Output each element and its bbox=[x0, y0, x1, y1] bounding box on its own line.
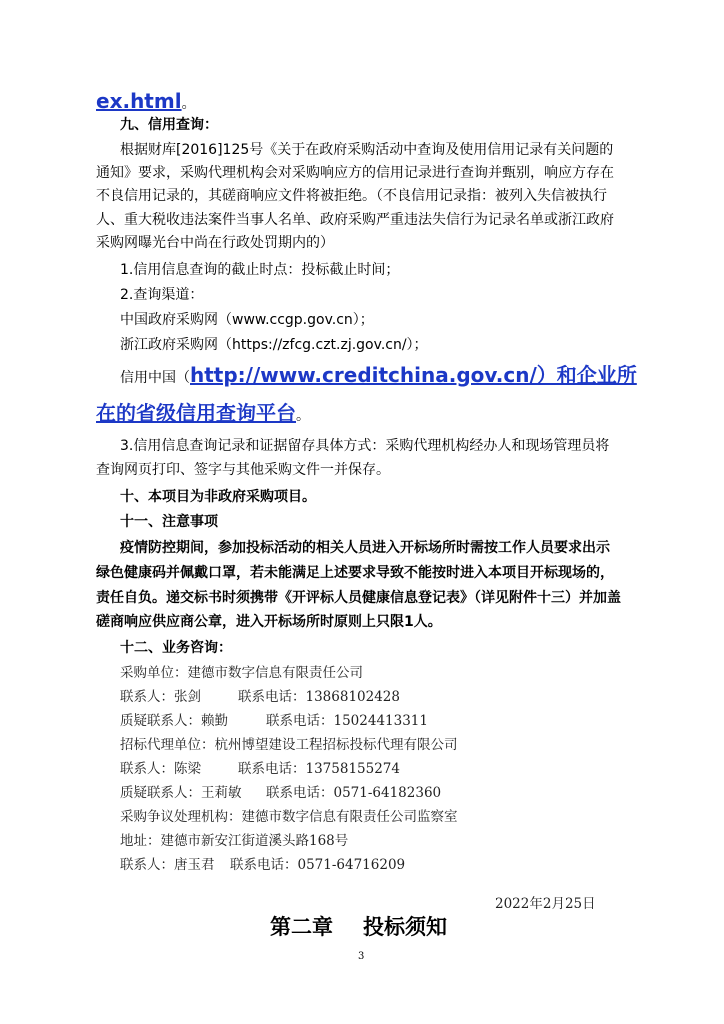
creditchina-suffix: 。 bbox=[296, 408, 310, 424]
credit-para-line-4: 人、重大税收违法案件当事人名单、政府采购严重违法失信行为记录名单或浙江政府 bbox=[96, 212, 614, 228]
page-number: 3 bbox=[358, 951, 365, 962]
contact-line-3: 质疑联系人：赖勤 联系电话：15024413311 bbox=[120, 713, 428, 729]
credit-heading: 九、信用查询： bbox=[120, 117, 218, 133]
notice-para-line-2: 绿色健康码并佩戴口罩，若未能满足上述要求导致不能按时进入本项目开标现场的， bbox=[96, 565, 614, 581]
provincial-credit-link[interactable]: 在的省级信用查询平台 bbox=[96, 401, 296, 425]
notice-para-line-3: 责任自负。递交标书时须携带《开评标人员健康信息登记表》（详见附件十三）并加盖 bbox=[96, 590, 621, 606]
credit-para-line-2: 通知》要求，采购代理机构会对采购响应方的信用记录进行查询并甄别，响应方存在 bbox=[96, 165, 614, 181]
contact-line-8: 地址：建德市新安江街道溪头路168号 bbox=[120, 833, 349, 849]
top-link-line bbox=[96, 88, 196, 114]
contact-line-2: 联系人：张剑 联系电话：13868102428 bbox=[120, 689, 400, 705]
zfcg-line: 浙江政府采购网（https://zfcg.czt.zj.gov.cn/）； bbox=[120, 337, 428, 353]
credit-item-3-line-2: 查询网页打印、签字与其他采购文件一并保存。 bbox=[96, 462, 390, 478]
top-link[interactable]: ex.html bbox=[96, 89, 182, 113]
notice-heading: 十一、注意事项 bbox=[120, 514, 218, 530]
contact-line-5: 联系人：陈梁 联系电话：13758155274 bbox=[120, 761, 400, 777]
credit-para-line-5: 采购网曝光台中尚在行政处罚期内的） bbox=[96, 235, 334, 251]
top-link-suffix: 。 bbox=[181, 96, 196, 112]
notice-para-line-1: 疫情防控期间，参加投标活动的相关人员进入开标场所时需按工作人员要求出示 bbox=[120, 540, 610, 556]
contact-line-9: 联系人：唐玉君 联系电话：0571-64716209 bbox=[120, 857, 406, 873]
contact-line-4: 招标代理单位：杭州博望建设工程招标投标代理有限公司 bbox=[120, 737, 458, 753]
chapter-title bbox=[270, 912, 447, 942]
credit-item-1: 1.信用信息查询的截止时点：投标截止时间； bbox=[120, 262, 400, 278]
contact-line-7: 采购争议处理机构：建德市数字信息有限责任公司监察室 bbox=[120, 809, 458, 825]
consult-heading: 十二、业务咨询： bbox=[120, 640, 232, 656]
creditchina-prefix: 信用中国（ bbox=[120, 370, 190, 386]
notice-para-line-4: 磋商响应供应商公章，进入开标场所时原则上只限1人。 bbox=[96, 614, 442, 630]
document-date: 2022年2月25日 bbox=[495, 896, 596, 912]
credit-para-line-3: 不良信用记录的，其磋商响应文件将被拒绝。（不良信用记录指：被列入失信被执行 bbox=[96, 188, 607, 204]
creditchina-line bbox=[120, 362, 637, 388]
section-10: 十、本项目为非政府采购项目。 bbox=[120, 489, 316, 505]
credit-item-2: 2.查询渠道： bbox=[120, 287, 204, 303]
creditchina-line-2 bbox=[96, 400, 310, 426]
credit-para-line-1: 根据财库[2016]125号《关于在政府采购活动中查询及使用信用记录有关问题的 bbox=[120, 142, 614, 158]
chapter-number: 第二章 bbox=[270, 915, 333, 939]
chapter-name: 投标须知 bbox=[363, 915, 447, 939]
contact-line-6: 质疑联系人：王莉敏 联系电话：0571-64182360 bbox=[120, 785, 442, 801]
credit-item-3-line-1: 3.信用信息查询记录和证据留存具体方式：采购代理机构经办人和现场管理员将 bbox=[120, 438, 610, 454]
contact-line-1: 采购单位：建德市数字信息有限责任公司 bbox=[120, 665, 363, 681]
ccgp-line: 中国政府采购网（www.ccgp.gov.cn）； bbox=[120, 312, 374, 328]
creditchina-link[interactable]: http://www.creditchina.gov.cn/）和企业所 bbox=[190, 363, 637, 387]
